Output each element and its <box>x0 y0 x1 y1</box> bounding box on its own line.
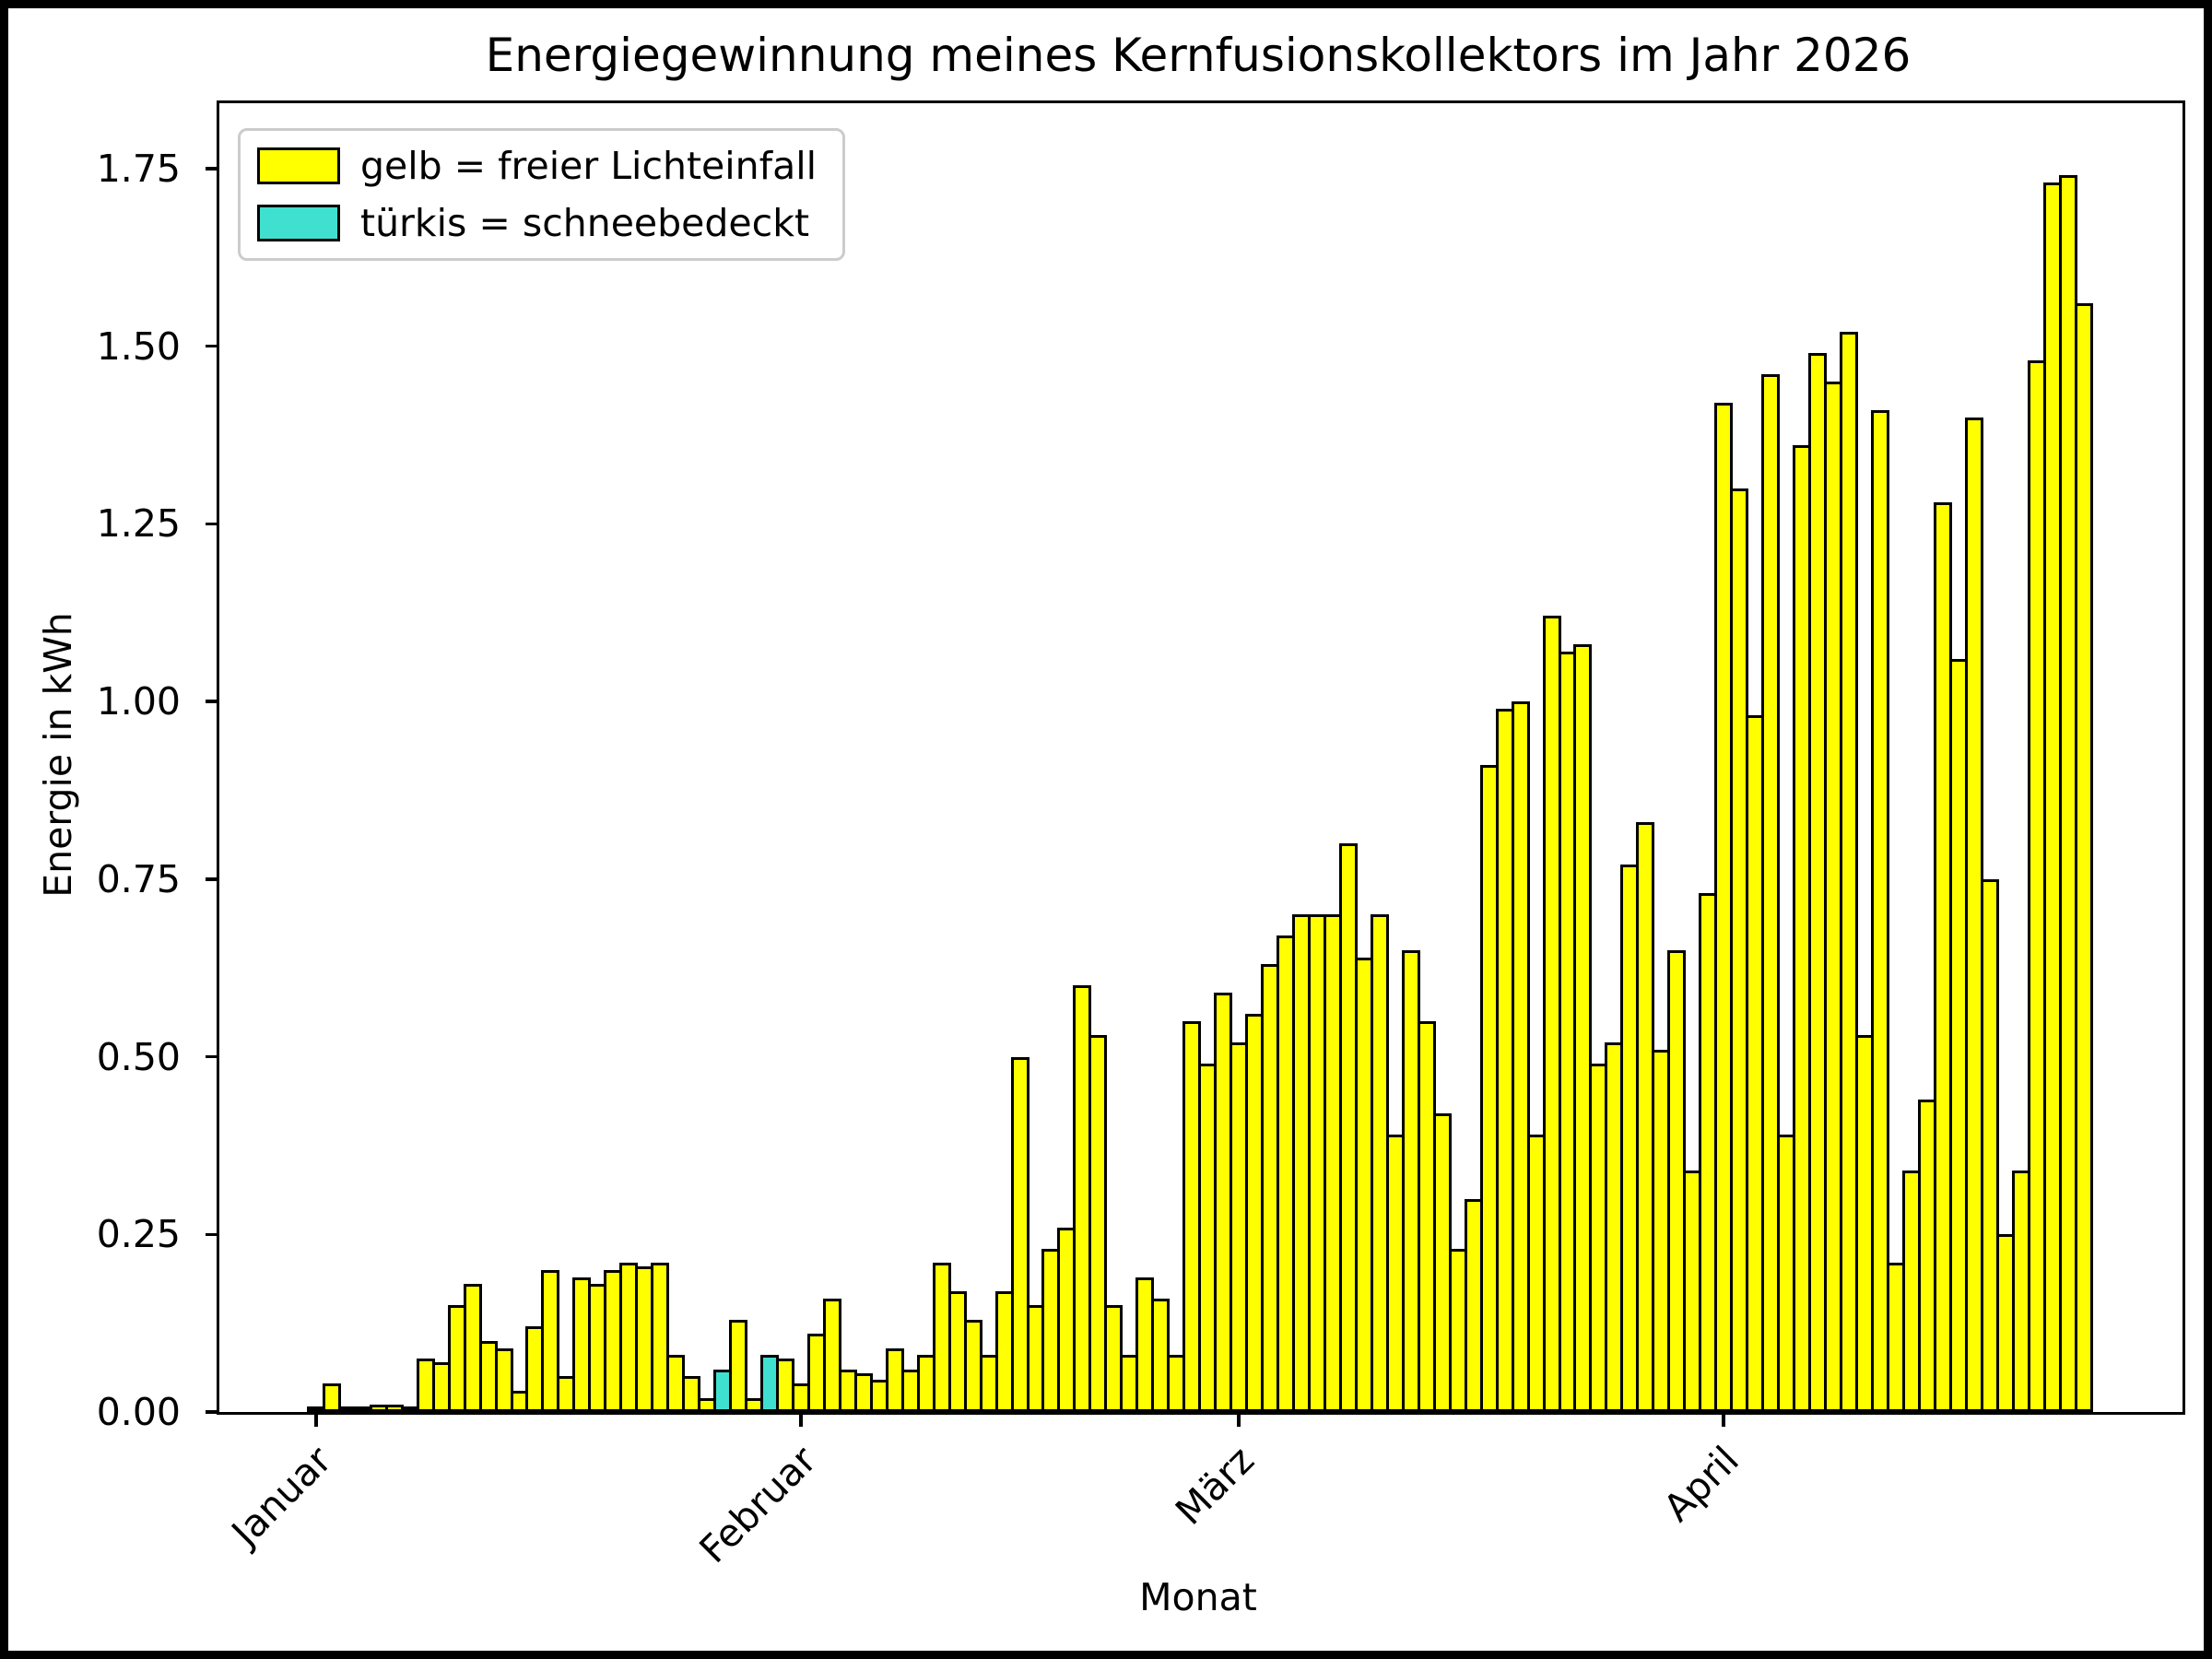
x-tick-label-Februar: Februar <box>690 1438 825 1572</box>
y-tick-label-1.50: 1.50 <box>96 324 181 369</box>
x-tick-mark-April <box>1722 1412 1725 1427</box>
bar-april-24 <box>2075 303 2093 1412</box>
y-axis-label: Energie in kWh <box>36 612 80 898</box>
x-tick-label-März: März <box>1167 1438 1264 1534</box>
y-tick-label-1.00: 1.00 <box>96 679 181 724</box>
y-tick-mark-0.00 <box>206 1410 219 1414</box>
y-tick-mark-1.75 <box>206 167 219 171</box>
y-tick-label-0.50: 0.50 <box>96 1034 181 1079</box>
y-tick-mark-1.25 <box>206 523 219 526</box>
legend-swatch-yellow-icon <box>257 147 340 184</box>
plot-area <box>96 100 2185 1572</box>
bar-april-11 <box>1871 410 1889 1412</box>
y-tick-label-0.75: 0.75 <box>96 856 181 901</box>
y-tick-mark-0.50 <box>206 1055 219 1059</box>
x-tick-mark-Januar <box>314 1412 318 1427</box>
y-tick-label-0.25: 0.25 <box>96 1212 181 1257</box>
legend-swatch-turquoise-icon <box>257 205 340 241</box>
x-tick-label-April: April <box>1654 1438 1748 1531</box>
legend-item-snow-covered <box>257 201 817 245</box>
legend-label: türkis = schneebedeckt <box>360 201 810 245</box>
legend-item-free-light <box>257 144 817 188</box>
y-tick-mark-1.00 <box>206 700 219 703</box>
chart-title: Energiegewinnung meines Kernfusionskollektors im Jahr 2026 <box>485 29 1912 82</box>
y-tick-mark-0.25 <box>206 1233 219 1237</box>
y-tick-mark-0.75 <box>206 877 219 881</box>
x-tick-mark-Februar <box>799 1412 803 1427</box>
x-tick-mark-März <box>1237 1412 1241 1427</box>
bar-series <box>219 103 2183 1412</box>
y-tick-label-0.00: 0.00 <box>96 1390 181 1434</box>
x-tick-label-Januar: Januar <box>223 1438 340 1555</box>
legend <box>238 128 845 261</box>
y-tick-label-1.75: 1.75 <box>96 146 181 191</box>
x-axis-label: Monat <box>1139 1575 1257 1619</box>
legend-label: gelb = freier Lichteinfall <box>360 144 817 188</box>
y-tick-mark-1.50 <box>206 345 219 348</box>
y-tick-label-1.25: 1.25 <box>96 501 181 547</box>
